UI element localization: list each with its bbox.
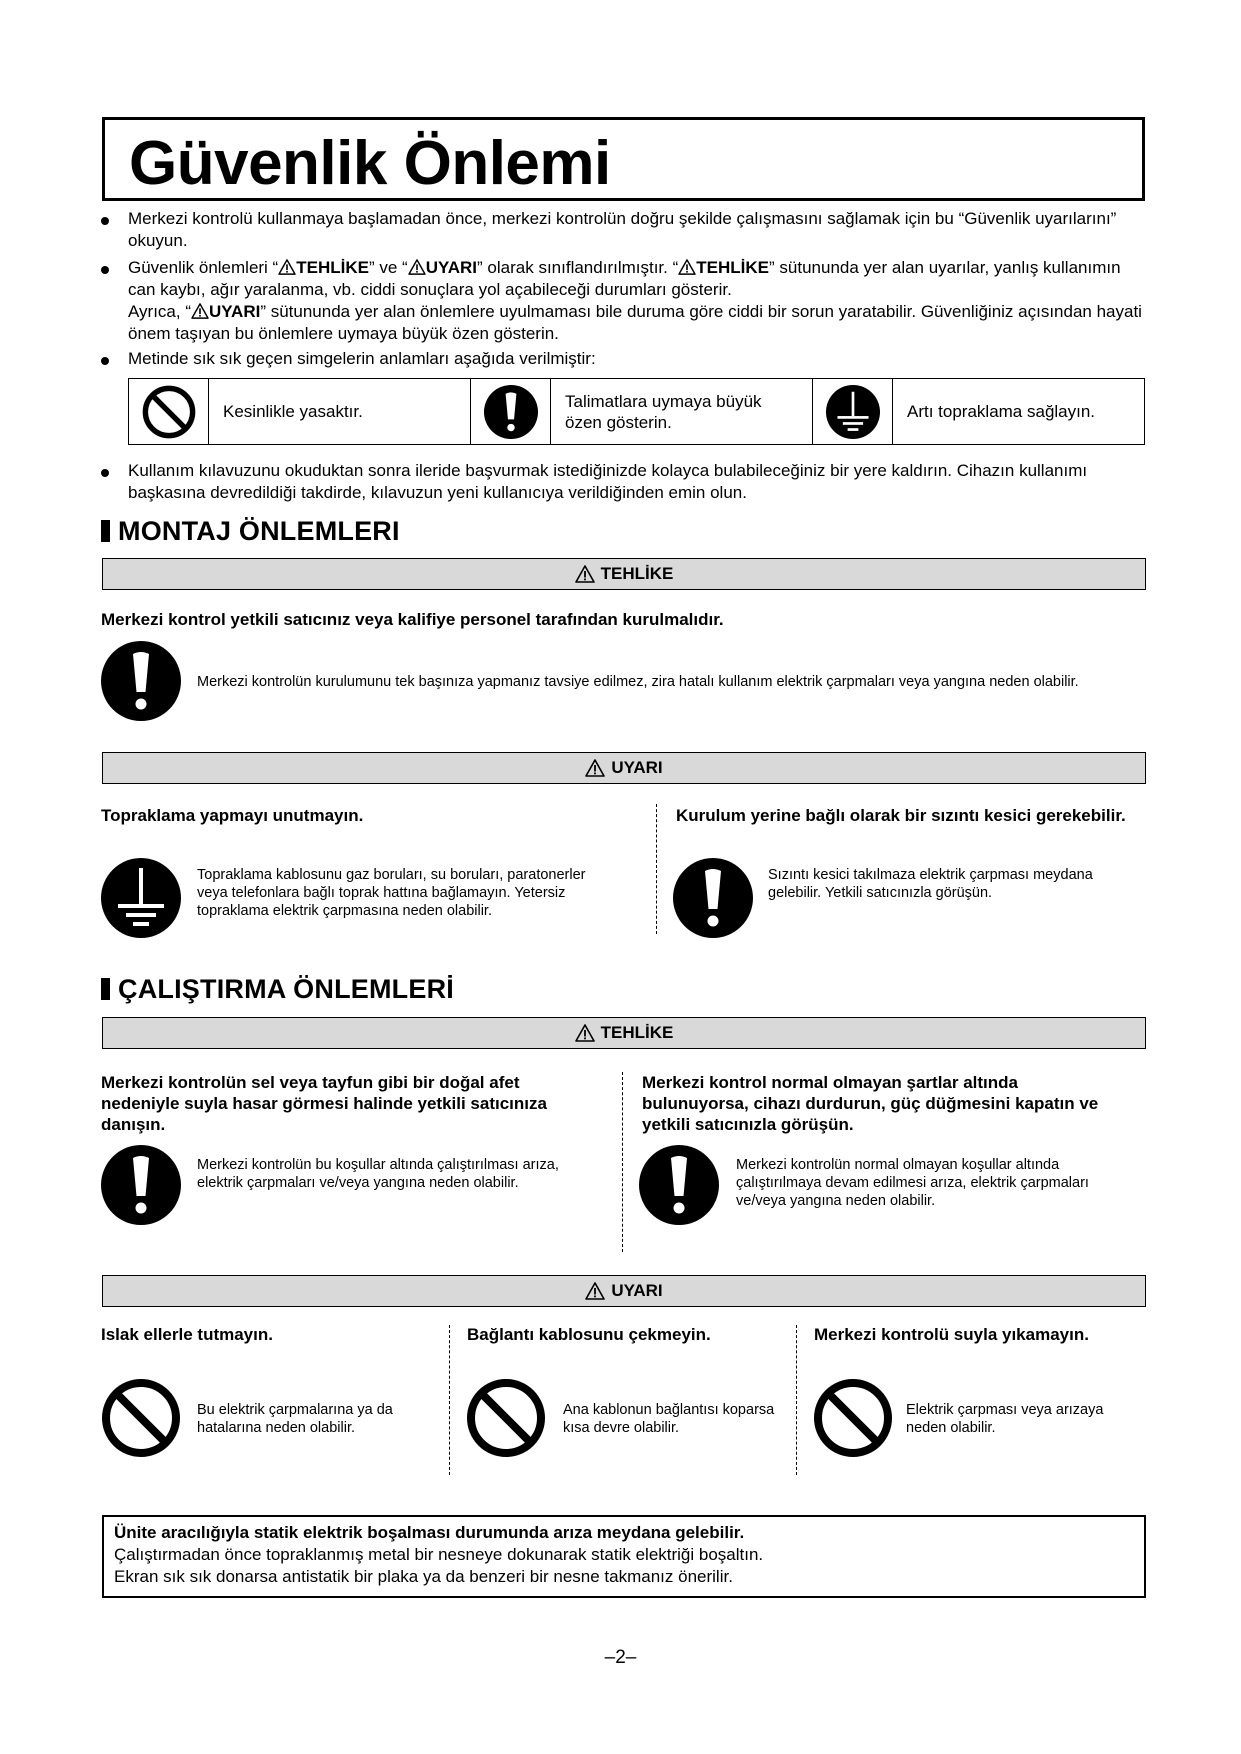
danger-text: Merkezi kontrolün normal olmayan koşullar altında çalıştırılmaya devam edilmesi arıza, elektrik çarpmaları ve/veya yangına neden olabilir. bbox=[736, 1157, 1089, 1209]
prohibition-icon bbox=[142, 385, 196, 439]
warning-title: Bağlantı kablosunu çekmeyin. bbox=[467, 1325, 711, 1344]
column-divider bbox=[656, 804, 657, 934]
legend-text-cell bbox=[551, 379, 813, 444]
ground-icon bbox=[826, 385, 880, 439]
legend-text-cell bbox=[209, 379, 471, 444]
section-heading-montaj bbox=[101, 516, 400, 547]
text-span: ” sütununda yer alan önlemlere uyulmaması bile duruma göre ciddi bir sorun yaratabilir. Güvenliğiniz açısından hayati önem taşıyan bu önlemlere uymaya büyük özen gösterin. bbox=[128, 302, 1142, 343]
danger-title: Merkezi kontrol normal olmayan şartlar altında bulunuyorsa, cihazı durdurun, güç düğmesini kapatın ve yetkili satıcınızla görüşün. bbox=[642, 1073, 1099, 1134]
band-label: TEHLİKE bbox=[600, 564, 674, 583]
intro-bullet-1: Merkezi kontrolü kullanmaya başlamadan önce, merkezi kontrolün doğru şekilde çalışmasını sağlamak için bu “Güvenlik uyarılarını” okuyun. bbox=[128, 209, 1117, 250]
uyari-label: UYARI bbox=[425, 258, 478, 277]
band-label: UYARI bbox=[611, 758, 663, 777]
uyari-label: UYARI bbox=[208, 302, 261, 321]
warning-title: Kurulum yerine bağlı olarak bir sızıntı kesici gerekebilir. bbox=[676, 806, 1126, 825]
warning-triangle-icon bbox=[575, 565, 595, 583]
warning-text: Bu elektrik çarpmalarına ya da hatalarına neden olabilir. bbox=[197, 1402, 393, 1436]
warning-text: Ana kablonun bağlantısı koparsa kısa devre olabilir. bbox=[563, 1402, 775, 1436]
column-divider bbox=[449, 1325, 450, 1475]
legend-text-cell bbox=[893, 379, 1144, 444]
band-label: TEHLİKE bbox=[600, 1023, 674, 1042]
column-divider bbox=[622, 1072, 623, 1252]
warning-triangle-icon bbox=[575, 1024, 595, 1042]
symbol-legend-table bbox=[128, 378, 1145, 445]
prohibition-icon bbox=[466, 1378, 546, 1458]
danger-text: Merkezi kontrolün kurulumunu tek başınıza yapmanız tavsiye edilmez, zira hatalı kullanım elektrik çarpmaları veya yangına neden olabilir. bbox=[197, 674, 1079, 690]
text-span: ” olarak sınıflandırılmıştır. “ bbox=[477, 258, 679, 277]
heading-text: MONTAJ ÖNLEMLERI bbox=[118, 516, 400, 546]
heading-text: ÇALIŞTIRMA ÖNLEMLERİ bbox=[118, 974, 454, 1004]
warning-band bbox=[102, 752, 1146, 784]
prohibition-icon bbox=[813, 1378, 893, 1458]
text-span: Güvenlik önlemleri “ bbox=[128, 258, 279, 277]
notice-title: Ünite aracılığıyla statik elektrik boşalması durumunda arıza meydana gelebilir. bbox=[114, 1523, 745, 1542]
legend-icon-cell bbox=[129, 379, 209, 444]
warning-triangle-icon bbox=[678, 259, 696, 275]
ground-icon bbox=[101, 858, 181, 938]
warning-text: Sızıntı kesici takılmaza elektrik çarpması meydana gelebilir. Yetkili satıcınızla görüşün. bbox=[768, 867, 1093, 901]
warning-title: Topraklama yapmayı unutmayın. bbox=[101, 806, 364, 825]
static-electricity-notice bbox=[102, 1515, 1146, 1598]
legend-text: Kesinlikle yasaktır. bbox=[223, 402, 363, 421]
warning-triangle-icon bbox=[585, 759, 605, 777]
exclamation-icon bbox=[639, 1145, 719, 1225]
bullet-dot bbox=[101, 357, 109, 365]
legend-text: Artı topraklama sağlayın. bbox=[907, 402, 1096, 421]
exclamation-icon bbox=[673, 858, 753, 938]
page-title: Güvenlik Önlemi bbox=[129, 129, 611, 198]
warning-triangle-icon bbox=[408, 259, 426, 275]
tehlike-label: TEHLİKE bbox=[696, 258, 770, 277]
danger-band bbox=[102, 1017, 1146, 1049]
page-number: –2– bbox=[604, 1647, 637, 1668]
intro-bullet-3: Metinde sık sık geçen simgelerin anlamları aşağıda verilmiştir: bbox=[128, 349, 596, 368]
warning-text: Elektrik çarpması veya arızaya neden olabilir. bbox=[906, 1402, 1104, 1436]
warning-triangle-icon bbox=[191, 303, 209, 319]
exclamation-icon bbox=[484, 385, 538, 439]
warning-title: Islak ellerle tutmayın. bbox=[101, 1325, 273, 1344]
legend-icon-cell bbox=[813, 379, 893, 444]
notice-line: Çalıştırmadan önce topraklanmış metal bir nesneye dokunarak statik elektriği boşaltın. bbox=[114, 1545, 764, 1564]
warning-triangle-icon bbox=[278, 259, 296, 275]
exclamation-icon bbox=[101, 1145, 181, 1225]
intro-bullet-4: Kullanım kılavuzunu okuduktan sonra ileride başvurmak istediğinizde kolayca bulabileceğiniz bir yere kaldırın. Cihazın kullanımı başkasına devredildiği takdirde, kılavuzun yeni kullanıcıya verildiğinden emin olun. bbox=[128, 461, 1088, 502]
legend-text: Talimatlara uymaya büyük özen gösterin. bbox=[565, 391, 762, 432]
text-span: Ayrıca, “ bbox=[128, 302, 191, 321]
text-span: ” sütununda yer alan uyarılar, yanlış kullanımın can kaybı, ağır yaralanma, vb. ciddi sonuçlara yol açabileceği durumları gösterir. bbox=[128, 258, 1121, 299]
intro-bullet-2 bbox=[128, 257, 1143, 345]
danger-title: Merkezi kontrol yetkili satıcınız veya kalifiye personel tarafından kurulmalıdır. bbox=[101, 610, 724, 629]
legend-icon-cell bbox=[471, 379, 551, 444]
tehlike-label: TEHLİKE bbox=[296, 258, 369, 277]
section-heading-calistirma bbox=[101, 974, 454, 1005]
column-divider bbox=[796, 1325, 797, 1475]
heading-bar bbox=[101, 978, 110, 1000]
title-box bbox=[102, 117, 1145, 201]
warning-title: Merkezi kontrolü suyla yıkamayın. bbox=[814, 1325, 1089, 1344]
danger-text: Merkezi kontrolün bu koşullar altında çalıştırılması arıza, elektrik çarpmaları ve/veya yangına neden olabilir. bbox=[197, 1157, 559, 1191]
band-label: UYARI bbox=[611, 1281, 663, 1300]
bullet-dot bbox=[101, 266, 109, 274]
warning-band bbox=[102, 1275, 1146, 1307]
warning-text: Topraklama kablosunu gaz boruları, su boruları, paratonerler veya telefonlara bağlı toprak hattına bağlamayın. Yetersiz topraklama elektrik çarpmasına neden olabilir. bbox=[197, 867, 586, 919]
text-span: ” ve “ bbox=[368, 258, 408, 277]
bullet-dot bbox=[101, 469, 109, 477]
prohibition-icon bbox=[101, 1378, 181, 1458]
warning-triangle-icon bbox=[585, 1282, 605, 1300]
notice-line: Ekran sık sık donarsa antistatik bir plaka ya da benzeri bir nesne takmanız önerilir. bbox=[114, 1567, 733, 1586]
heading-bar bbox=[101, 520, 110, 542]
bullet-dot bbox=[101, 217, 109, 225]
exclamation-icon bbox=[101, 641, 181, 721]
danger-band bbox=[102, 558, 1146, 590]
danger-title: Merkezi kontrolün sel veya tayfun gibi bir doğal afet nedeniyle suyla hasar görmesi halinde yetkili satıcınıza danışın. bbox=[101, 1073, 547, 1134]
